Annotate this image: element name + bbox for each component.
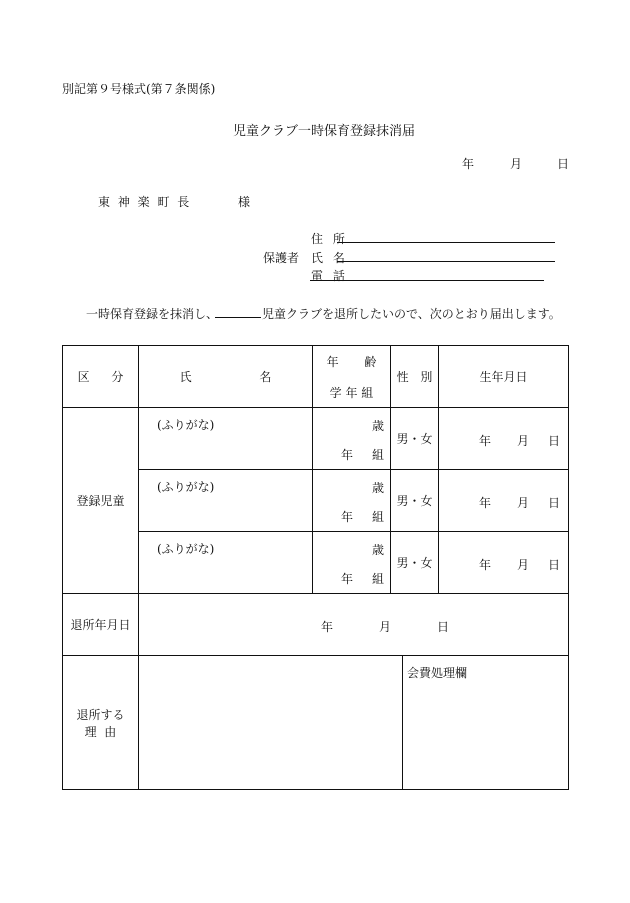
reason-label: 退所する 理 由 [63,656,139,790]
child-3-age-cell[interactable] [313,532,391,594]
withdrawal-form-table [62,345,569,790]
guardian-address-line[interactable] [337,242,555,243]
reason-row [63,656,569,790]
child-2-name-cell[interactable] [139,470,313,532]
child-2-age-cell[interactable] [313,470,391,532]
guardian-phone-label: 電 話 [311,269,345,283]
furigana-label: (ふりがな) [157,542,215,556]
header-birthdate: 生年月日 [439,346,569,408]
withdrawal-date-row [63,594,569,656]
date-year: 年 [462,157,475,171]
child-3-name-cell[interactable] [139,532,313,594]
furigana-label: (ふりがな) [157,418,215,432]
child-1-name-cell[interactable] [139,408,313,470]
date-month: 月 [510,157,523,171]
child-row-1 [63,408,569,470]
age-unit: 歳 [371,543,384,557]
child-3-birthdate-cell[interactable]: 年 月 日 [439,532,569,594]
child-1-sex-cell[interactable]: 男・女 [391,408,439,470]
guardian-name-line[interactable] [337,261,555,262]
header-category: 区 分 [63,346,139,408]
header-row [63,346,569,408]
grade-unit: 年 [341,510,354,524]
age-unit: 歳 [371,481,384,495]
date-day: 日 [557,157,570,171]
withdrawal-date-label: 退所年月日 [63,594,139,656]
addressee-honorific: 様 [238,195,251,209]
grade-unit: 年 [341,448,354,462]
header-age: 年 齢 学 年 組 [313,346,391,408]
child-2-birthdate-cell[interactable]: 年 月 日 [439,470,569,532]
statement-before: 一時保育登録を抹消し、 [86,307,219,321]
furigana-label: (ふりがな) [157,480,215,494]
grade-unit: 年 [341,572,354,586]
registered-children-label: 登録児童 [63,408,139,594]
guardian-label: 保護者 [263,251,300,265]
statement-after: 児童クラブを退所したいので、次のとおり届出します。 [262,307,561,321]
child-row-3 [63,532,569,594]
reason-cell[interactable] [139,656,403,790]
document-title: 児童クラブ一時保育登録抹消届 [233,124,416,139]
child-1-age-cell[interactable] [313,408,391,470]
guardian-name-label: 氏 名 [311,251,345,265]
fee-processing-cell[interactable] [403,656,569,790]
club-name-blank[interactable] [215,317,261,318]
fee-processing-label: 会費処理欄 [407,666,468,680]
guardian-address-label: 住 所 [311,232,345,246]
child-1-birthdate-cell[interactable]: 年 月 日 [439,408,569,470]
child-3-sex-cell[interactable]: 男・女 [391,532,439,594]
form-number: 別記第９号様式(第７条関係) [62,82,216,96]
header-name: 氏 名 [139,346,313,408]
class-unit: 組 [371,448,384,462]
child-2-sex-cell[interactable]: 男・女 [391,470,439,532]
class-unit: 組 [371,510,384,524]
child-row-2 [63,470,569,532]
withdrawal-date-cell[interactable]: 年 月 日 [139,594,569,656]
header-sex: 性 別 [391,346,439,408]
guardian-phone-line[interactable] [310,280,544,281]
class-unit: 組 [371,572,384,586]
age-unit: 歳 [371,419,384,433]
addressee-name: 東 神 楽 町 長 [98,195,190,209]
